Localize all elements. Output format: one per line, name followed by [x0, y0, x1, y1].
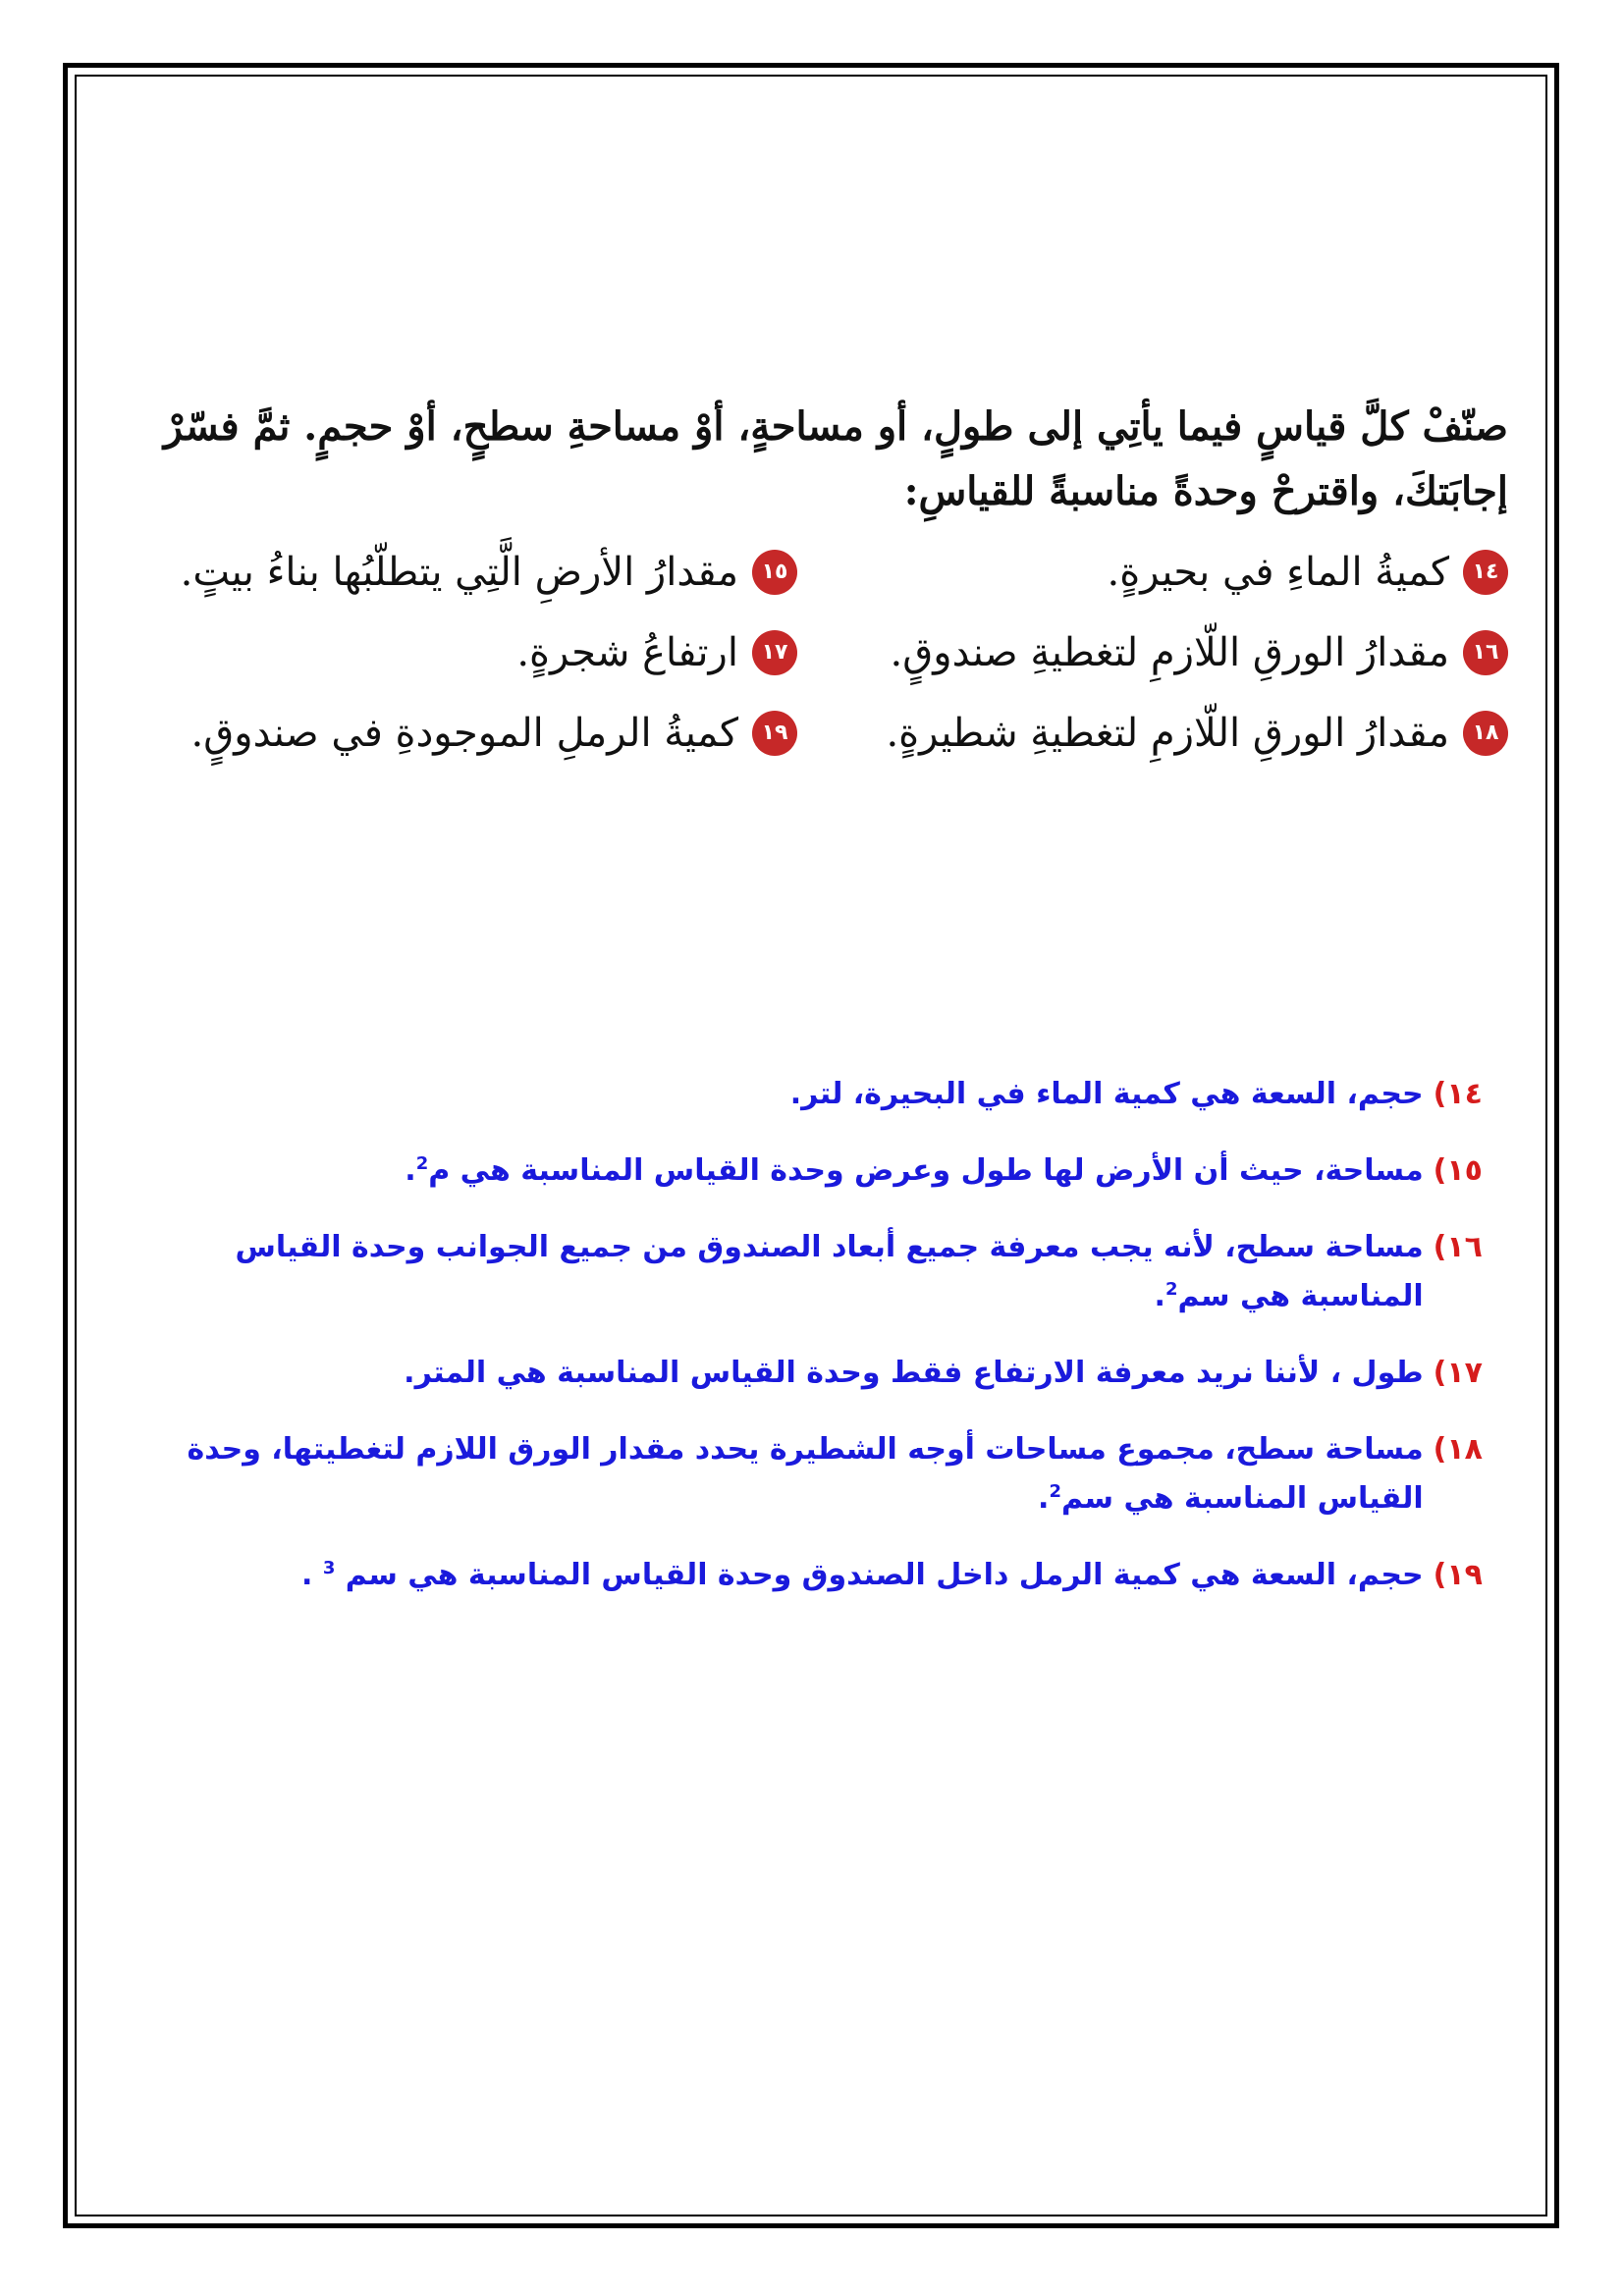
answers-section	[147, 1070, 1483, 1628]
item-text: مقدارُ الورقِ اللّازمِ لتغطيةِ شطيرةٍ.	[886, 711, 1449, 756]
item-text: ارتفاعُ شجرةٍ.	[516, 630, 738, 675]
item-text: مقدارُ الورقِ اللّازمِ لتغطيةِ صندوقٍ.	[890, 630, 1449, 675]
item-text: مقدارُ الأرضِ الَّتِي يتطلّبُها بناءُ بيتٍ.	[180, 550, 738, 595]
problem-item	[827, 703, 1508, 764]
problem-instructions: صنّفْ كلَّ قياسٍ فيما يأتِي إلى طولٍ، أو مساحةٍ، أوْ مساحةِ سطحٍ، أوْ حجمٍ. ثمَّ فسّرْ إجابَتكَ، واقترحْ وحدةً مناسبةً للقياسِ:	[163, 403, 1508, 514]
problem-item	[116, 703, 797, 764]
item-text: كميةُ الرملِ الموجودةِ في صندوقٍ.	[190, 711, 738, 756]
answer-exponent: 3	[322, 1558, 336, 1578]
answer-text	[790, 1070, 1424, 1119]
answer-text	[404, 1349, 1423, 1398]
answer-end: .	[300, 1558, 323, 1592]
problem-item	[116, 542, 797, 603]
answer-number: ١٨)	[1433, 1432, 1483, 1467]
problem-section	[116, 395, 1508, 764]
answer-body: حجم، السعة هي كمية الماء في البحيرة، لتر.	[789, 1077, 1424, 1111]
problem-item	[116, 622, 797, 683]
answer-number: ١٩)	[1433, 1558, 1483, 1592]
item-number-badge: ١٦	[1463, 630, 1508, 675]
answer-item	[147, 1551, 1483, 1600]
problem-item	[827, 622, 1508, 683]
item-text: كميةُ الماءِ في بحيرةٍ.	[1107, 550, 1449, 595]
answer-end: .	[1154, 1279, 1165, 1313]
answer-end: .	[1038, 1481, 1050, 1516]
answer-item	[147, 1425, 1483, 1523]
answer-body: حجم، السعة هي كمية الرمل داخل الصندوق وحدة القياس المناسبة هي سم	[335, 1558, 1424, 1592]
item-number-badge: ١٩	[752, 711, 797, 756]
answer-exponent: 2	[1164, 1279, 1178, 1300]
answer-text	[147, 1425, 1424, 1523]
item-number-badge: ١٨	[1463, 711, 1508, 756]
answer-body: مساحة سطح، لأنه يجب معرفة جميع أبعاد الصندوق من جميع الجوانب وحدة القياس المناسبة هي سم	[235, 1230, 1424, 1313]
problem-item	[827, 542, 1508, 603]
item-number-badge: ١٧	[752, 630, 797, 675]
answer-item	[147, 1147, 1483, 1196]
answer-item	[147, 1070, 1483, 1119]
answer-number: ١٦)	[1433, 1230, 1483, 1264]
answer-number: ١٧)	[1433, 1356, 1483, 1390]
answer-end: .	[405, 1153, 416, 1188]
answer-exponent: 2	[1049, 1481, 1061, 1502]
answer-item	[147, 1223, 1483, 1321]
answer-exponent: 2	[415, 1153, 429, 1174]
item-number-badge: ١٥	[752, 550, 797, 595]
answer-text	[301, 1551, 1424, 1600]
answer-number: ١٤)	[1433, 1077, 1483, 1111]
answer-body: مساحة سطح، مجموع مساحات أوجه الشطيرة يحدد مقدار الورق اللازم لتغطيتها، وحدة القياس المناسبة هي سم	[187, 1432, 1424, 1516]
answer-number: ١٥)	[1433, 1153, 1483, 1188]
answer-body: مساحة، حيث أن الأرض لها طول وعرض وحدة القياس المناسبة هي م	[428, 1153, 1424, 1188]
answer-text	[147, 1223, 1424, 1321]
answer-item	[147, 1349, 1483, 1398]
problem-items	[116, 542, 1508, 764]
answer-text	[405, 1147, 1423, 1196]
answer-body: طول ، لأننا نريد معرفة الارتفاع فقط وحدة القياس المناسبة هي المتر.	[404, 1356, 1424, 1390]
item-number-badge: ١٤	[1463, 550, 1508, 595]
